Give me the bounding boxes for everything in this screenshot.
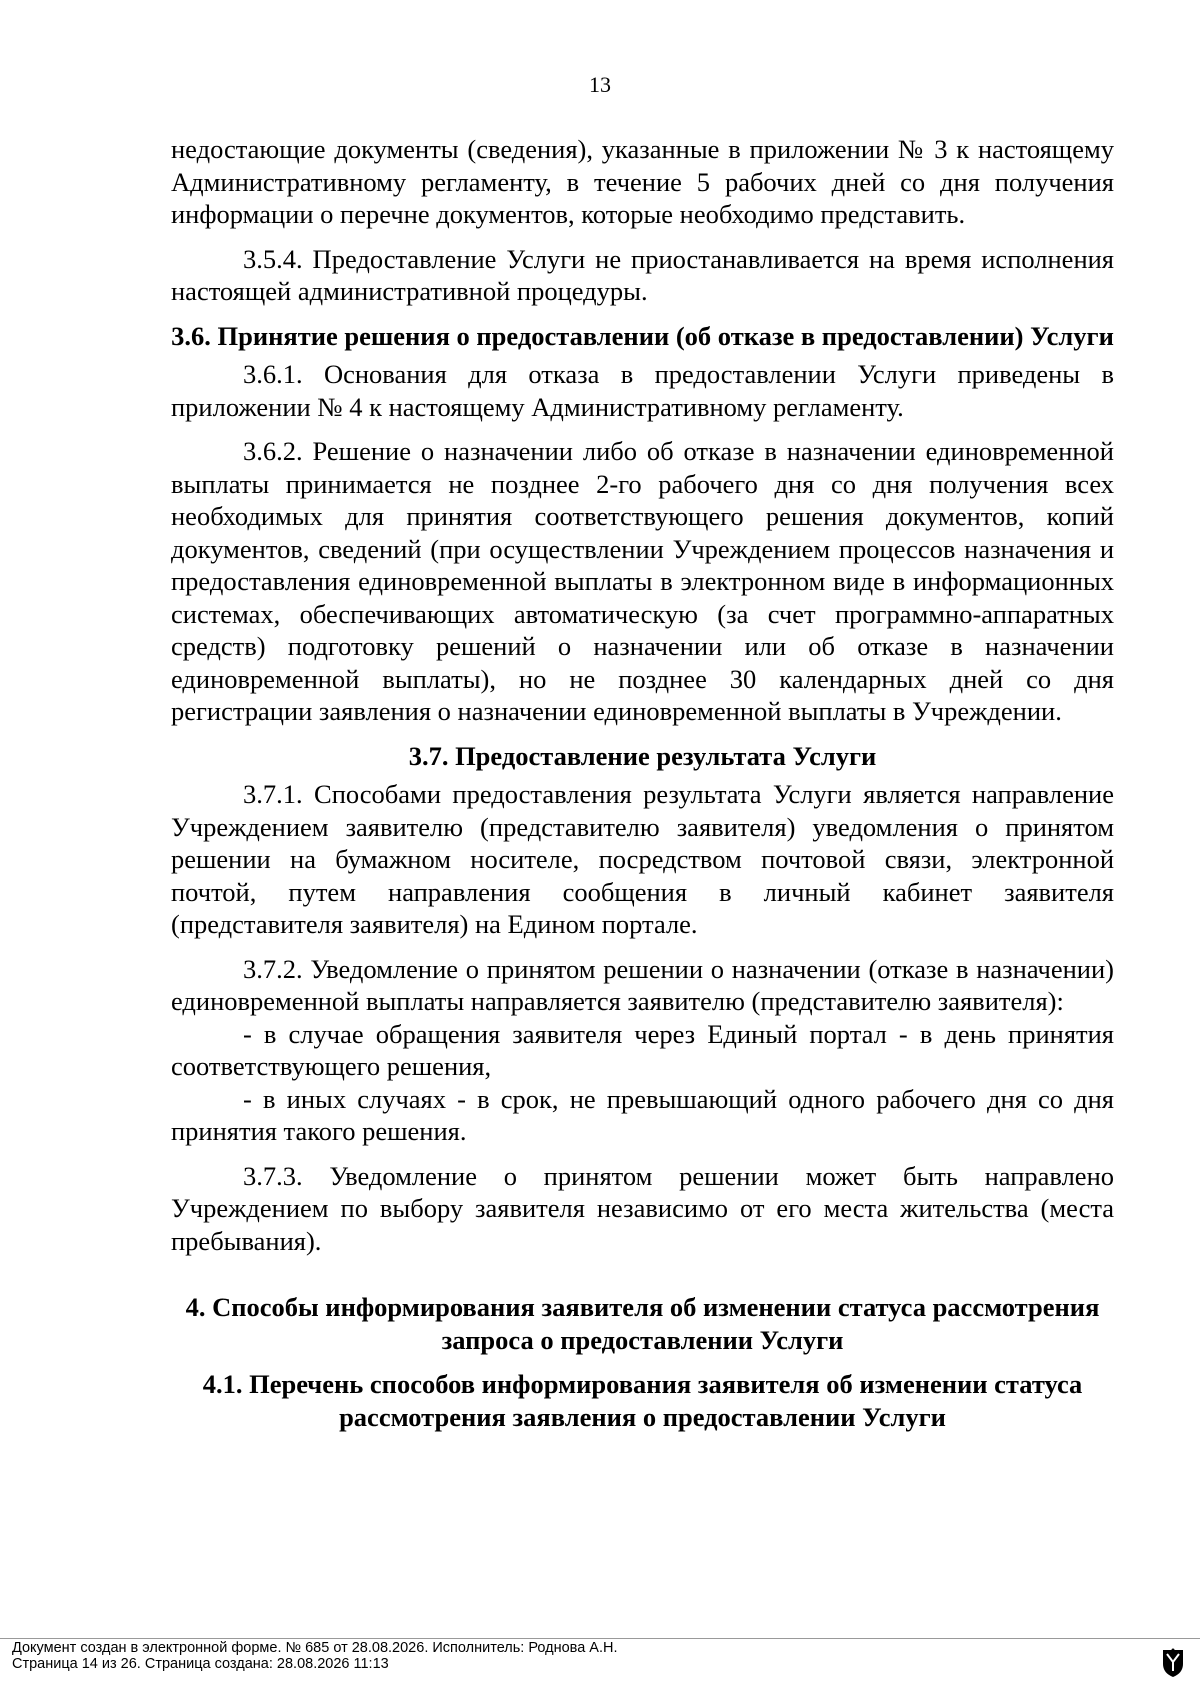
paragraph-3-7-2: 3.7.2. Уведомление о принятом решении о назначении (отказе в назначении) единовременной выплаты направляется заявителю (представителю заявителя):	[171, 953, 1114, 1016]
paragraph-3-6-1: 3.6.1. Основания для отказа в предоставлении Услуги приведены в приложении № 4 к настоящему Административному регламенту.	[171, 359, 1114, 422]
heading-4-1: 4.1. Перечень способов информирования заявителя об изменении статуса рассмотрения заявления о предоставлении Услуги	[202, 1369, 1083, 1432]
paragraph-3-5-4: 3.5.4. Предоставление Услуги не приостанавливается на время исполнения настоящей административной процедуры.	[171, 243, 1114, 306]
document-body	[171, 133, 1114, 1439]
footer-line-1: Документ создан в электронной форме. № 685 от 28.08.2026. Исполнитель: Роднова А.Н.	[12, 1640, 618, 1656]
paragraph-3-6-2: 3.6.2. Решение о назначении либо об отказе в назначении единовременной выплаты принимается не позднее 2-го рабочего дня со дня получения всех необходимых для принятия соответствующего решения документов, копий документов, сведений (при осуществлении Учреждением процессов назначения и предоставления единовременной выплаты в электронном виде в информационных системах, обеспечивающих автоматическую (за счет программно-аппаратных средств) подготовку решений о назначении или об отказе в назначении единовременной выплаты), но не позднее 30 календарных дней со дня регистрации заявления о назначении единовременной выплаты в Учреждении.	[171, 436, 1114, 726]
list-item-other: - в иных случаях - в срок, не превышающий одного рабочего дня со дня принятия такого решения.	[171, 1083, 1114, 1146]
coat-of-arms-icon	[1160, 1648, 1186, 1678]
heading-3-6: 3.6. Принятие решения о предоставлении (об отказе в предоставлении) Услуги	[171, 320, 1114, 351]
footer	[12, 1640, 1112, 1672]
footer-divider	[0, 1638, 1200, 1639]
heading-4: 4. Способы информирования заявителя об изменении статуса рассмотрения запроса о предоставлении Услуги	[185, 1292, 1100, 1355]
paragraph-3-7-3: 3.7.3. Уведомление о принятом решении может быть направлено Учреждением по выбору заявителя независимо от его места жительства (места пребывания).	[171, 1160, 1114, 1256]
list-item-portal: - в случае обращения заявителя через Единый портал - в день принятия соответствующего решения,	[171, 1018, 1114, 1081]
paragraph-continuation: недостающие документы (сведения), указанные в приложении № 3 к настоящему Административному регламенту, в течение 5 рабочих дней со дня получения информации о перечне документов, которые необходимо представить.	[171, 134, 1114, 229]
page-number: 13	[589, 72, 611, 97]
paragraph-3-7-1: 3.7.1. Способами предоставления результата Услуги является направление Учреждением заявителю (представителю заявителя) уведомления о принятом решении на бумажном носителе, посредством почтовой связи, электронной почтой, путем направления сообщения в личный кабинет заявителя (представителя заявителя) на Едином портале.	[171, 779, 1114, 939]
heading-3-7: 3.7. Предоставление результата Услуги	[408, 740, 877, 771]
footer-line-2: Страница 14 из 26. Страница создана: 28.08.2026 11:13	[12, 1656, 389, 1672]
